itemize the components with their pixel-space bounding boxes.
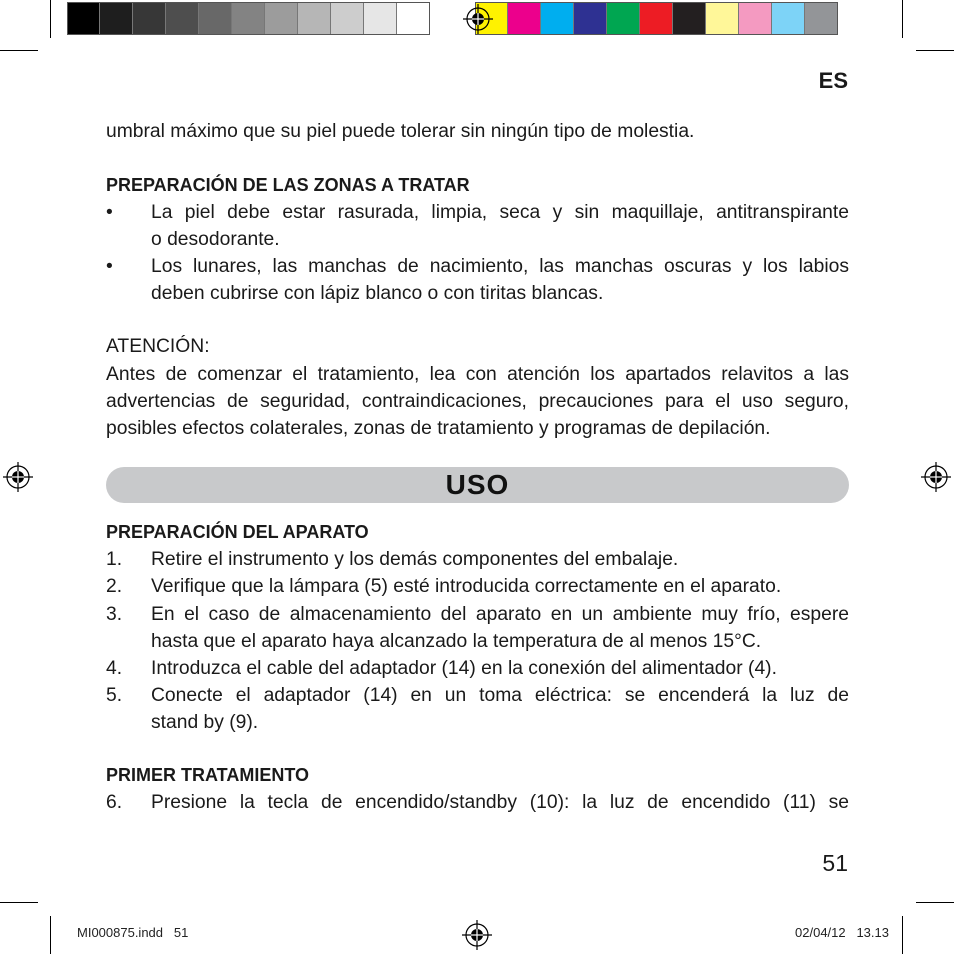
color-swatch <box>166 2 199 35</box>
step-number: 5. <box>106 685 123 706</box>
warning-text-line: Antes de comenzar el tratamiento, lea con atención los apartados relavitos a las <box>106 364 849 385</box>
intro-line: umbral máximo que su piel puede tolerar sin ningún tipo de molestia. <box>106 121 695 142</box>
step-number: 2. <box>106 576 123 597</box>
step-text: Presione la tecla de encendido/standby (10): la luz de encendido (11) se <box>151 792 849 813</box>
section-heading-first-treatment: PRIMER TRATAMIENTO <box>106 765 309 785</box>
bullet-marker: • <box>106 256 113 277</box>
crop-mark-top-right-v <box>902 0 903 38</box>
step-text: Introduzca el cable del adaptador (14) en la conexión del alimentador (4). <box>151 658 777 679</box>
step-text: Conecte el adaptador (14) en un toma eléctrica: se encenderá la luz de <box>151 685 849 706</box>
color-swatch <box>397 2 430 35</box>
color-swatch <box>67 2 100 35</box>
page-number: 51 <box>822 850 848 876</box>
step-text: hasta que el aparato haya alcanzado la temperatura de al menos 15°C. <box>151 631 762 652</box>
section-heading-device-prep: PREPARACIÓN DEL APARATO <box>106 522 369 542</box>
color-swatch <box>298 2 331 35</box>
color-swatch <box>805 2 838 35</box>
step-number: 3. <box>106 604 123 625</box>
warning-label: ATENCIÓN: <box>106 336 210 357</box>
bullet-text: deben cubrirse con lápiz blanco o con tiritas blancas. <box>151 283 604 304</box>
section-banner <box>106 467 849 503</box>
color-swatch <box>739 2 772 35</box>
crop-mark-bottom-left-h <box>0 902 38 903</box>
section-banner-title: USO <box>445 469 510 500</box>
bullet-text: Los lunares, las manchas de nacimiento, las manchas oscuras y los labios <box>151 256 849 277</box>
color-swatch <box>673 2 706 35</box>
color-swatch <box>541 2 574 35</box>
registration-mark-icon <box>921 462 951 492</box>
step-text: En el caso de almacenamiento del aparato en un ambiente muy frío, espere <box>151 604 849 625</box>
bullet-text: o desodorante. <box>151 229 280 250</box>
color-swatch <box>640 2 673 35</box>
color-swatch <box>133 2 166 35</box>
color-swatch <box>199 2 232 35</box>
registration-mark-icon <box>463 4 493 34</box>
registration-mark-icon <box>3 462 33 492</box>
crop-mark-top-left-v <box>50 0 51 38</box>
crop-mark-bottom-left-v <box>50 916 51 954</box>
crop-mark-top-right-h <box>916 50 954 51</box>
crop-mark-top-left-h <box>0 50 38 51</box>
step-number: 6. <box>106 792 123 813</box>
section-heading-skin-prep: PREPARACIÓN DE LAS ZONAS A TRATAR <box>106 175 470 195</box>
step-number: 4. <box>106 658 123 679</box>
color-swatch <box>232 2 265 35</box>
color-swatch <box>772 2 805 35</box>
registration-mark-icon <box>462 920 492 950</box>
slug-file-info: MI000875.indd 51 <box>77 925 189 940</box>
color-swatch <box>706 2 739 35</box>
color-swatch <box>331 2 364 35</box>
color-swatch <box>265 2 298 35</box>
bullet-marker: • <box>106 202 113 223</box>
bullet-text: La piel debe estar rasurada, limpia, seca y sin maquillaje, antitranspirante <box>151 202 849 223</box>
color-swatch <box>508 2 541 35</box>
warning-text-line: advertencias de seguridad, contraindicaciones, precauciones para el uso seguro, <box>106 391 849 412</box>
color-swatch <box>607 2 640 35</box>
color-swatch <box>100 2 133 35</box>
step-number: 1. <box>106 549 123 570</box>
language-code: ES <box>818 68 848 93</box>
step-text: stand by (9). <box>151 712 259 733</box>
step-text: Retire el instrumento y los demás componentes del embalaje. <box>151 549 679 570</box>
color-swatch <box>364 2 397 35</box>
crop-mark-bottom-right-h <box>916 902 954 903</box>
crop-mark-bottom-right-v <box>902 916 903 954</box>
color-swatch <box>574 2 607 35</box>
slug-date-info: 02/04/12 13.13 <box>795 925 889 940</box>
step-text: Verifique que la lámpara (5) esté introducida correctamente en el aparato. <box>151 576 782 597</box>
warning-text-line: posibles efectos colaterales, zonas de tratamiento y programas de depilación. <box>106 418 771 439</box>
